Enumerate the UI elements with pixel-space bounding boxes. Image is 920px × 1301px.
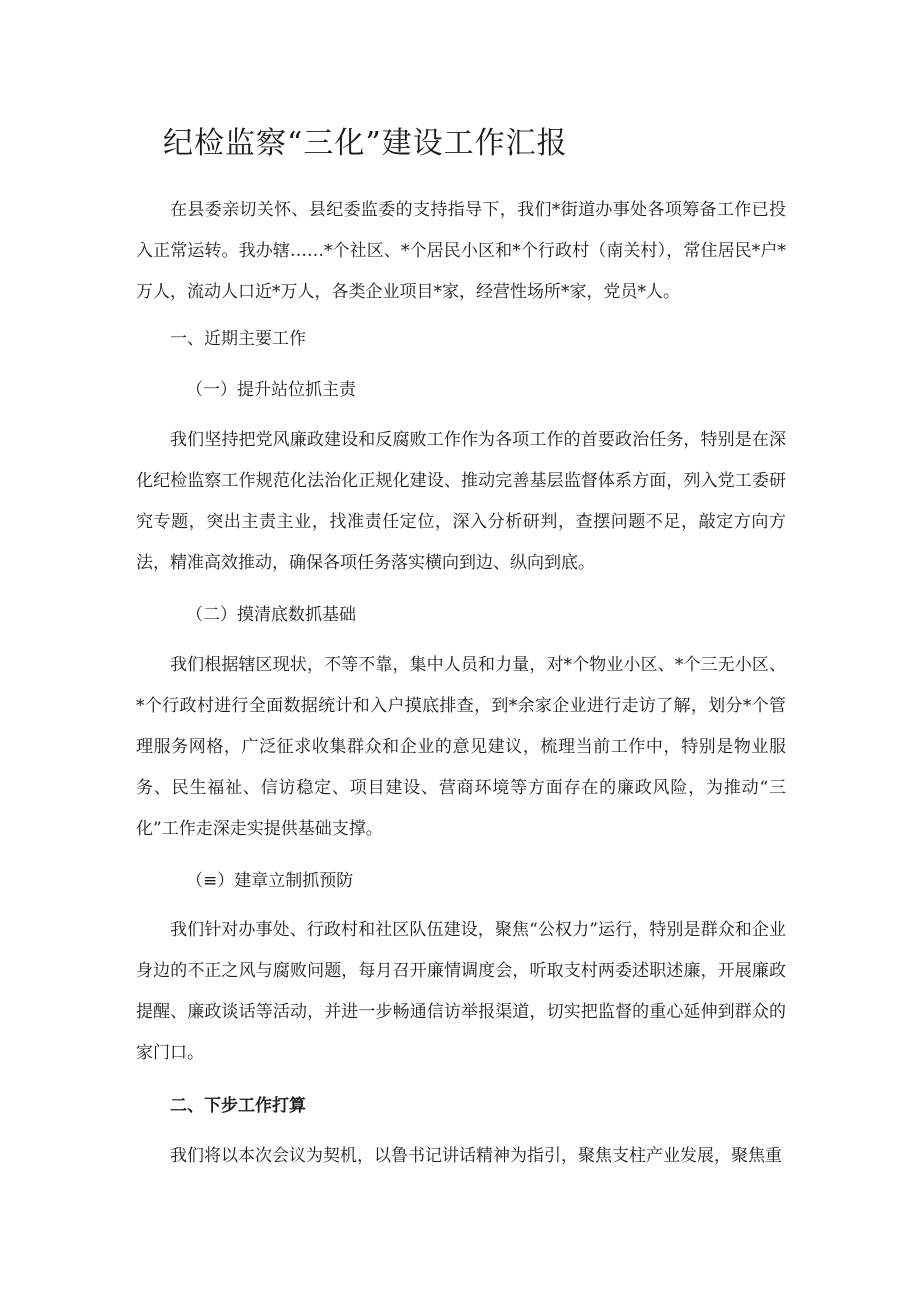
subsection-1-body: 我们坚持把党风廉政建设和反腐败工作作为各项工作的首要政治任务，特别是在深化纪检监察工作规范化法治化正规化建设、推动完善基层监督体系方面，列入党工委研究专题，突出主责主业，找准责任定位，深入分析研判，查摆问题不足，敲定方向方法，精准高效推动，确保各项任务落实横向到边、纵向到底。 [136, 430, 786, 573]
section-1-heading: 一、近期主要工作 [170, 329, 306, 349]
subsection-1-heading: （一）提升站位抓主责 [186, 380, 356, 400]
section-2-heading: 二、下步工作打算 [170, 1096, 306, 1116]
subsection-3-body: 我们针对办事处、行政村和社区队伍建设，聚焦“公权力”运行，特别是群众和企业身边的不正之风与腐败问题，每月召开廉情调度会，听取支村两委述职述廉，开展廉政提醒、廉政谈话等活动，并进一步畅通信访举报渠道，切实把监督的重心延伸到群众的家门口。 [136, 920, 786, 1063]
section-2-body: 我们将以本次会议为契机，以鲁书记讲话精神为指引，聚焦支柱产业发展，聚焦重 [170, 1146, 782, 1166]
document-title: 纪检监察“三化”建设工作汇报 [163, 126, 568, 161]
subsection-3-heading: （≡）建章立制抓预防 [186, 871, 354, 891]
intro-paragraph: 在县委亲切关怀、县纪委监委的支持指导下，我们*街道办事处各项筹备工作已投入正常运转。我办辖……*个社区、*个居民小区和*个行政村（南关村），常住居民*户*万人，流动人口近*万人，各类企业项目*家，经营性场所*家，党员*人。 [136, 200, 786, 302]
subsection-2-heading: （二）摸清底数抓基础 [186, 605, 356, 625]
subsection-2-body: 我们根据辖区现状，不等不靠，集中人员和力量，对*个物业小区、*个三无小区、*个行政村进行全面数据统计和入户摸底排查，到*余家企业进行走访了解，划分*个管理服务网格，广泛征求收集群众和企业的意见建议，梳理当前工作中，特别是物业服务、民生福祉、信访稳定、项目建设、营商环境等方面存在的廉政风险，为推动“三化”工作走深走实提供基础支撑。 [136, 655, 786, 839]
